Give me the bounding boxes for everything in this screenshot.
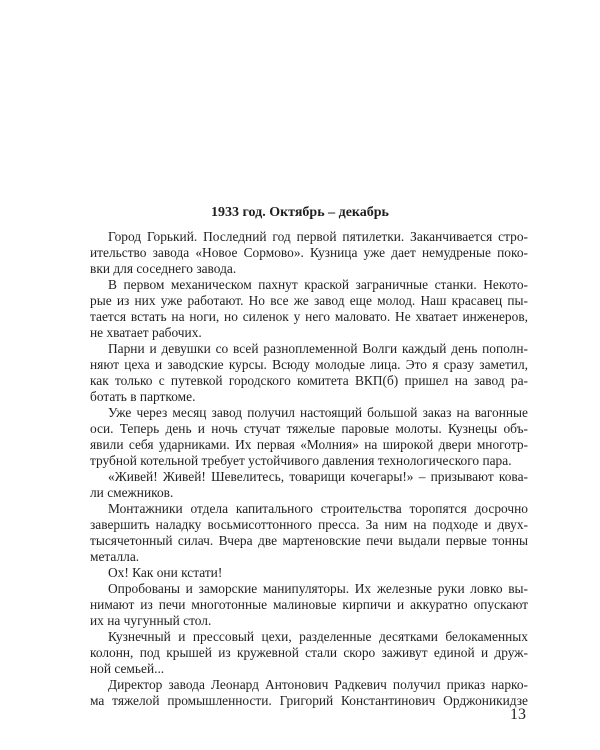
text-line: тысячетонный силач. Вчера две мартеновские печи выдали первые тонны — [90, 533, 528, 548]
text-line: явили себя ударниками. Их первая «Молния» на широкой двери многотр- — [90, 437, 528, 452]
text-line: не хватает рабочих. — [90, 325, 202, 340]
text-line: В первом механическом пахнут краской заграничные станки. Некото- — [108, 277, 528, 292]
text-line: няют цеха и заводские курсы. Всюду молодые лица. Это я сразу заметил, — [90, 357, 528, 372]
body-text — [90, 229, 528, 709]
text-line: Ох! Как они кстати! — [108, 565, 223, 580]
text-line: их на чугунный стол. — [90, 613, 212, 628]
text-line: Директор завода Леонард Антонович Радкевич получил приказ нарко- — [108, 677, 528, 692]
text-line: Парни и девушки со всей разноплеменной Волги каждый день пополн- — [108, 341, 528, 356]
text-line: Город Горький. Последний год первой пятилетки. Заканчивается стро- — [108, 229, 528, 244]
text-line: Монтажники отдела капитального строительства торопятся досрочно — [108, 501, 528, 516]
text-line: Уже через месяц завод получил настоящий большой заказ на вагонные — [108, 405, 528, 420]
text-line: завершить наладку восьмисоттонного пресса. За ним на подходе и двух- — [90, 517, 528, 532]
text-line: как только с путевкой городского комитета ВКП(б) пришел на завод ра- — [90, 373, 528, 388]
text-line: Опробованы и заморские манипуляторы. Их железные руки ловко вы- — [108, 581, 528, 596]
text-line: тается встать на ноги, но силенок у него маловато. Не хватает инженеров, — [90, 309, 528, 324]
text-line: ботать в парткоме. — [90, 389, 196, 404]
text-line: «Живей! Живей! Шевелитесь, товарищи кочегары!» – призывают кова- — [108, 469, 528, 484]
text-line: металла. — [90, 549, 140, 564]
text-line: ной семьей... — [90, 661, 165, 676]
text-line: ли смежников. — [90, 485, 174, 500]
text-line: ительство завода «Новое Сормово». Кузница уже дает немудреные поко- — [90, 245, 528, 260]
text-line: вки для соседнего завода. — [90, 261, 237, 276]
text-line: ма тяжелой промышленности. Григорий Константинович Орджоникидзе — [90, 693, 528, 708]
text-line: нимают из печи многотонные малиновые кирпичи и аккуратно опускают — [90, 597, 528, 612]
text-line: колонн, под крышей из кружевной стали скоро заживут единой и друж- — [90, 645, 528, 660]
text-line: Кузнечный и прессовый цехи, разделенные десятками белокаменных — [108, 629, 528, 644]
page-number: 13 — [510, 706, 526, 723]
text-line: оси. Теперь день и ночь стучат тяжелые паровые молоты. Кузнецы объ- — [90, 421, 528, 436]
text-line: трубной котельной требует устойчивого давления технологического пара. — [90, 453, 512, 468]
text-line: рые из них уже работают. Но все же завод еще молод. Наш красавец пы- — [90, 293, 528, 308]
chapter-heading: 1933 год. Октябрь – декабрь — [211, 205, 389, 220]
